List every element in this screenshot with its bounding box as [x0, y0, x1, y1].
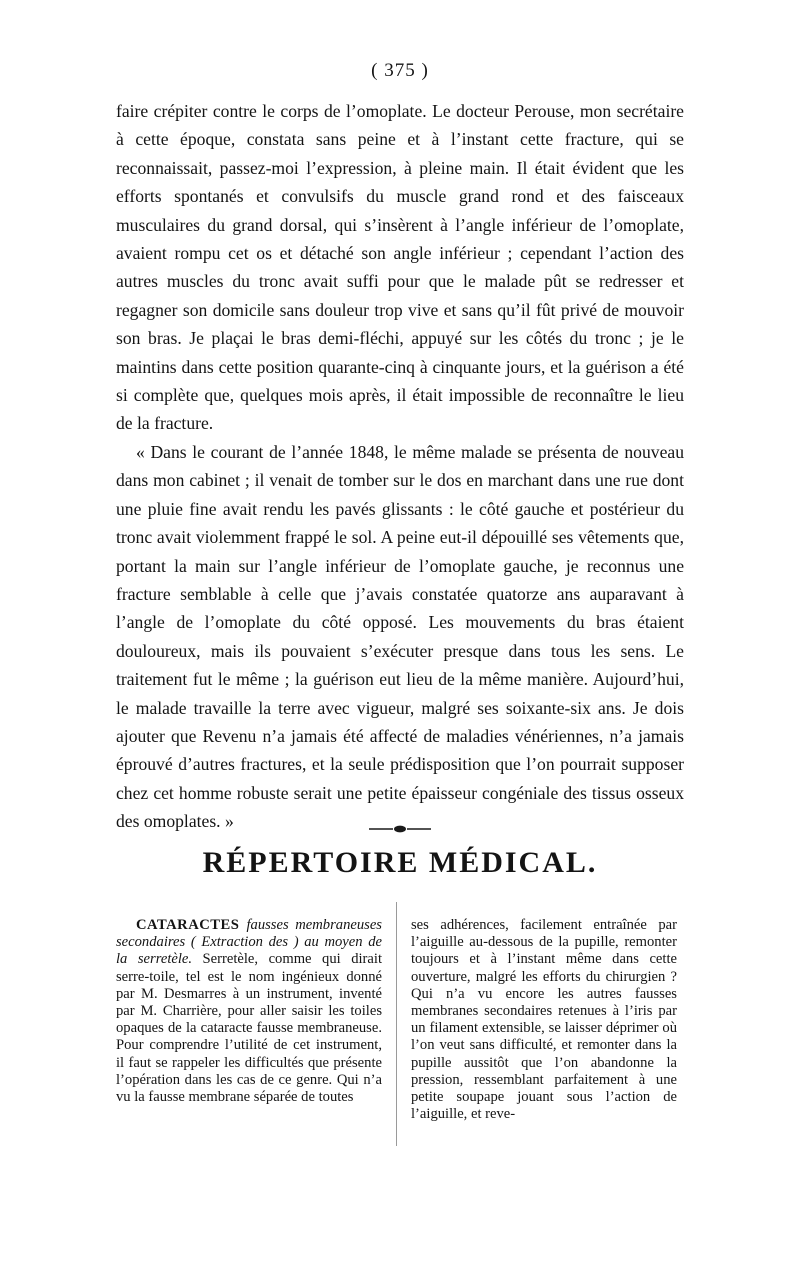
entry-left-column [116, 917, 382, 1106]
entry-subtitle: fausses membraneuses secondaires ( Extraction des ) au moyen de la serretèle. [116, 917, 382, 968]
section-title: RÉPERTOIRE MÉDICAL. [202, 846, 598, 879]
column-divider [396, 902, 397, 1146]
entry-text-right: ses adhérences, facilement entraînée par l’aiguille au-dessous de la pupille, remonter toujours et à l’instant même dans cette ouverture, malgré les efforts du chirurgien ? Qui n’a vu encore les autres fausses membranes secondaires retenues à l’iris par un filament extensible, se laisser déprimer où l’on veut sans difficulté, et remonter dans la pupille aussitôt que l’on abandonne la pression, ressemblant parfaitement à une petite soupape jouant sous l’action de l’aiguille, et reve- [411, 917, 677, 1123]
entry-right-column [411, 917, 677, 1123]
ornament-divider [365, 824, 435, 834]
paragraph-case-second-fracture: « Dans le courant de l’année 1848, le même malade se présenta de nouveau dans mon cabinet ; il venait de tomber sur le dos en marchant dans une rue dont une pluie fine avait rendu les pavés glissants : le côté gauche et postérieur du tronc avait violemment frappé le sol. A peine eut-il dépouillé ses vêtements que, portant la main sur l’angle inférieur de l’omoplate gauche, je reconnus une fracture semblable à celle que j’avais constatée quatorze ans auparavant à l’angle de l’omoplate du côté opposé. Les mouvements du bras étaient douloureux, mais ils pouvaient s’exécuter presque dans tous les sens. Le traitement fut le même ; la guérison eut lieu de la même manière. Aujourd’hui, le malade travaille la terre avec vigueur, malgré ses soixante-six ans. Je dois ajouter que Revenu n’a jamais été affecté de maladies vénériennes, n’a jamais éprouvé d’autres fractures, et la seule prédisposition que l’on pourrait supposer chez cet homme robuste serait une petite épaisseur congéniale des tissus osseux des omoplates. » [116, 441, 684, 832]
main-text [116, 97, 684, 836]
page-number: ( 375 ) [371, 60, 429, 81]
entry-title: CATARACTES [136, 917, 247, 933]
paragraph-case-first-fracture: faire crépiter contre le corps de l’omoplate. Le docteur Perouse, mon secrétaire à cette époque, constata sans peine et à l’instant cette fracture, qui se reconnaissait, passez-moi l’expression, à pleine main. Il était évident que les efforts spontanés et convulsifs du muscle grand rond et des faisceaux musculaires du grand dorsal, qui s’insèrent à l’angle inférieur de l’omoplate, avaient rompu cet os et détaché son angle inférieur ; cependant l’action des autres muscles du tronc avait suffi pour que le malade pût se redresser et regagner son domicile sans douleur trop vive et sans qu’il fût privé de mouvoir son bras. Je plaçai le bras demi-fléchi, appuyé sur les côtés du tronc ; je le maintins dans cette position quarante-cinq à cinquante jours, et la guérison a été si complète que, quelques mois après, il était impossible de reconnaître le lieu de la fracture. [116, 101, 684, 434]
entry-text-left: Serretèle, comme qui dirait serre-toile, tel est le nom ingénieux donné par M. Desmarres à un instrument, inventé par M. Charrière, pour aller saisir les toiles opaques de la cataracte fausse membraneuse. Pour comprendre l’utilité de cet instrument, il faut se rappeler les difficultés que présente l’opération dans les cas de ce genre. Qui n’a vu la fausse membrane séparée de toutes [116, 951, 382, 1106]
